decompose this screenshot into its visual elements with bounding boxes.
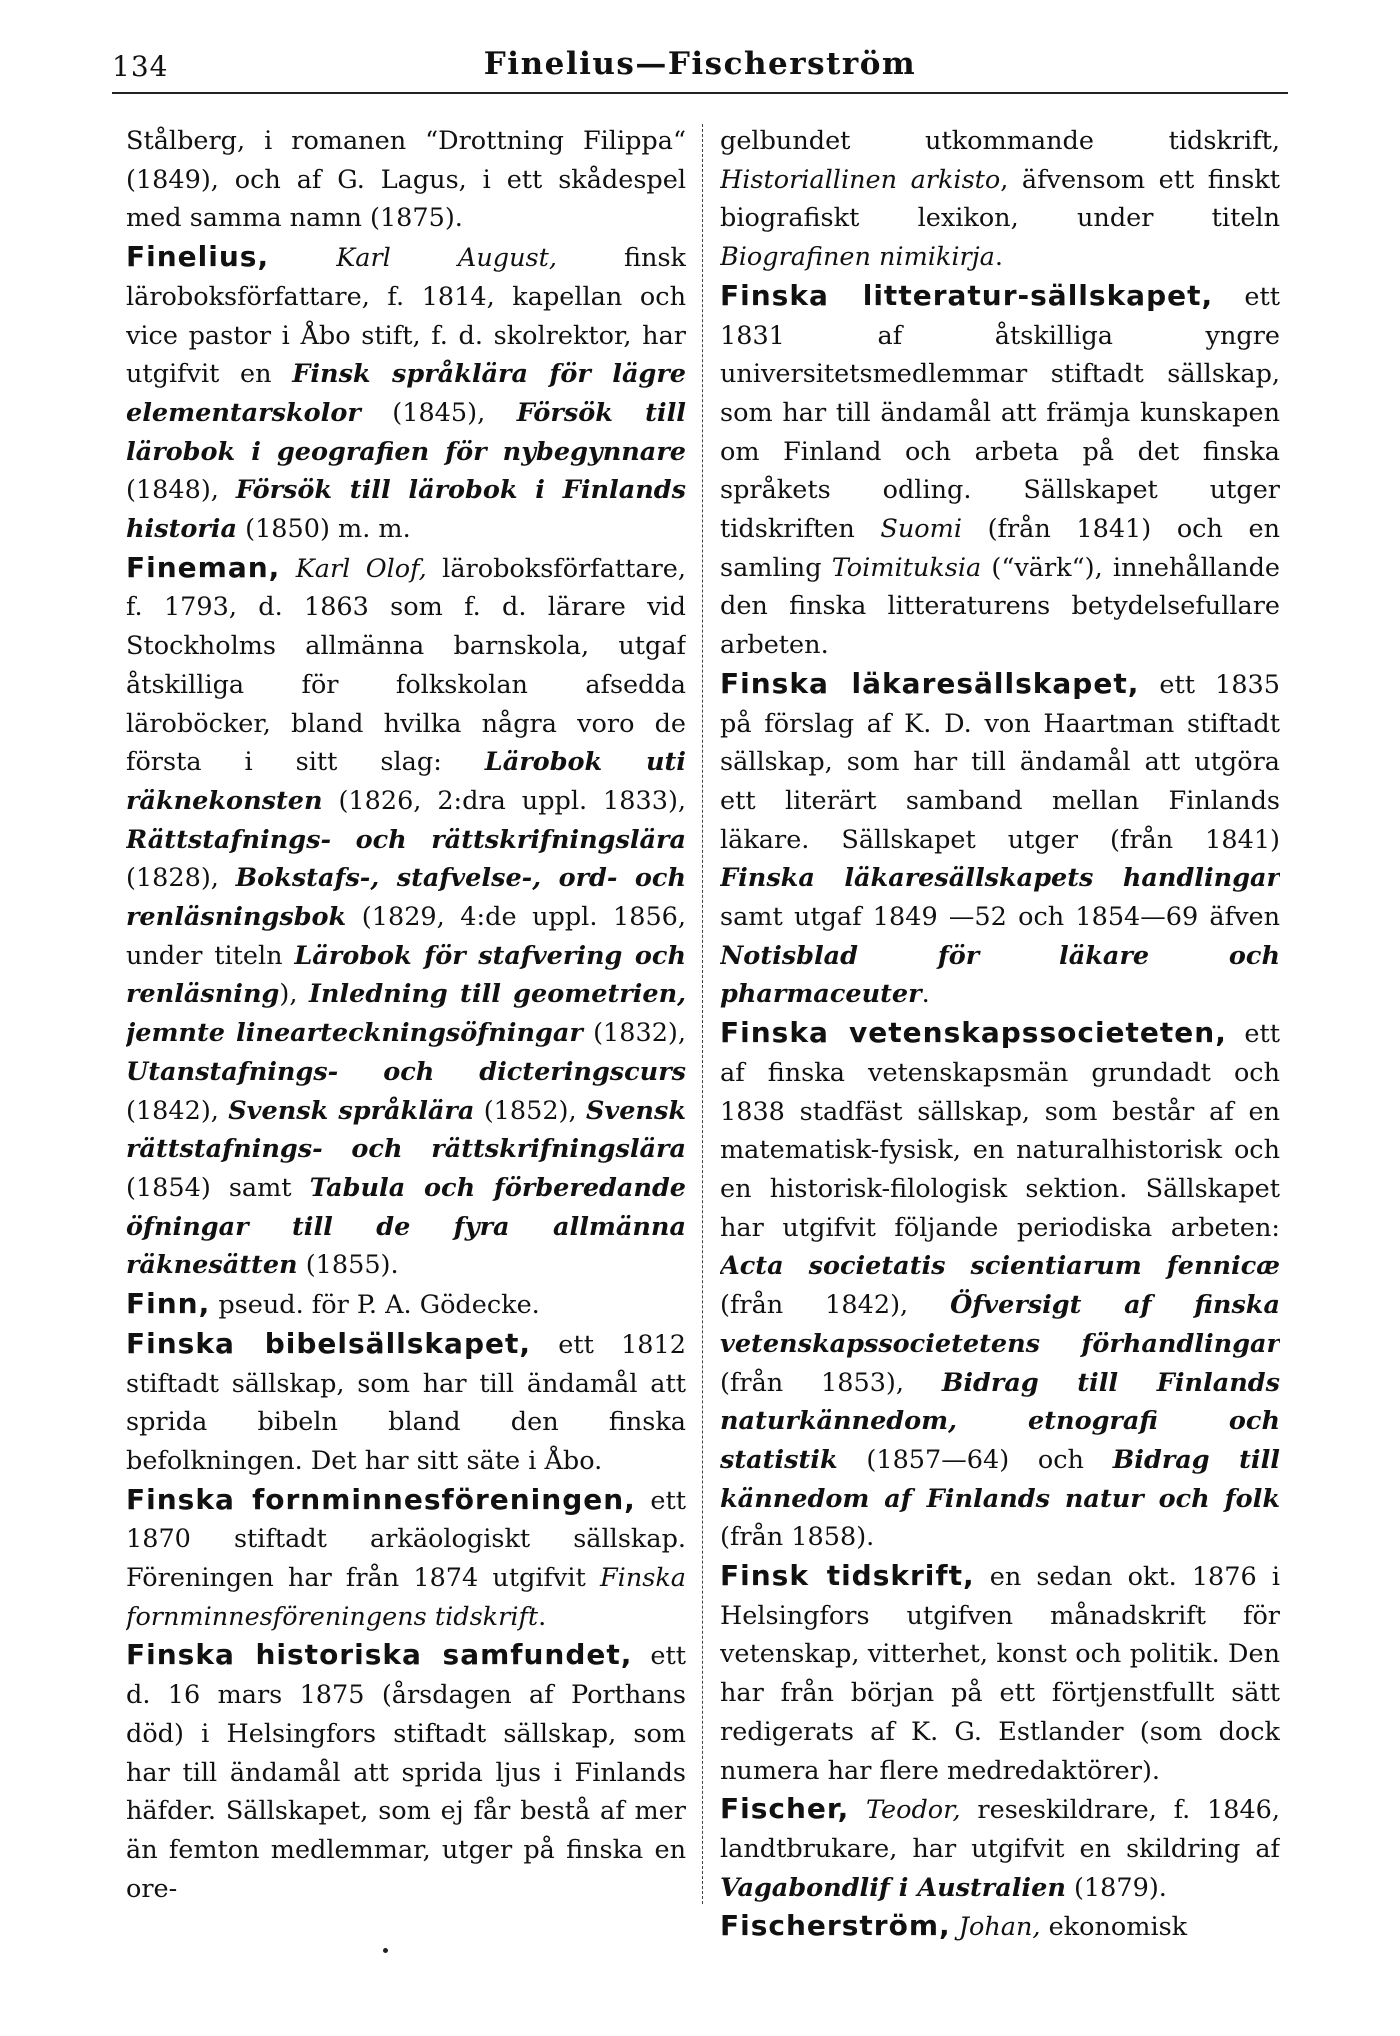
page-header (112, 42, 1288, 94)
work-title: Inledning till geometrien, jemnte linearteckningsöfningar (126, 979, 686, 1049)
entry-text: ett 1831 af åtskilliga yngre universitetsmedlemmar stiftadt sällskap, som har till ändamål att främja kunskapen om Finland och arbeta på det finska språkets odling. Sällskapet utger tidskriften (720, 281, 1280, 545)
work-title: Rättstafnings- och rättskrifningslära (126, 824, 686, 855)
continuation-paragraph: Stålberg, i romanen “Drottning Filippa“ (1849), och af G. Lagus, i ett skådespel med samma namn (1875). (126, 126, 686, 234)
entry-text: (från 1841) och en samling (720, 514, 1280, 583)
entry-text: . (921, 979, 930, 1010)
headword: Finska läkaresällskapet, (720, 666, 1140, 700)
entry-finn (126, 1285, 686, 1325)
column-divider (702, 124, 703, 1904)
entry-text: ett af finska vetenskapsmän grundadt och 1838 stadfäst sällskap, som består af en matematisk-fysisk, en naturalhistorisk och en historisk-filologisk sektion. Sällskapet har utgifvit följande periodiska arbeten: (720, 1019, 1280, 1243)
entry-text: (1832), (582, 1018, 686, 1049)
right-column (720, 122, 1280, 1982)
entry-text: ekonomisk (1040, 1912, 1188, 1943)
entry-fischerstrom (720, 1907, 1280, 1947)
work-title: Försök till lärobok i Finlands historia (126, 475, 686, 545)
entry-text: (1857—64) och (837, 1444, 1113, 1475)
entry-text: ett 1870 stiftadt arkäologiskt sällskap. Föreningen har från 1874 utgifvit (126, 1485, 686, 1594)
entry-text: (från 1858). (720, 1522, 875, 1553)
headword: Finska vetenskapssocieteten, (720, 1016, 1227, 1050)
entry-finska-lakaresallskapet (720, 665, 1280, 1014)
entry-text: ett 1835 på förslag af K. D. von Haartman stiftadt sällskap, som har till ändamål att utgöra ett literärt samband mellan Finlands läkare. Sällskapet utger (från 1841) (720, 669, 1280, 855)
entry-fischer (720, 1790, 1280, 1907)
entry-finska-vetenskapssocieteten (720, 1014, 1280, 1557)
work-title: Utanstafnings- och dicteringscurs (126, 1056, 686, 1087)
headword: Finska fornminnesföreningen, (126, 1482, 636, 1516)
work-title: Lärobok uti räknekonsten (126, 747, 686, 816)
person-name: Johan, (958, 1912, 1041, 1943)
entry-text: en sedan okt. 1876 i Helsingfors utgifven månadskrift för vetenskap, vitterhet, konst och politik. Den har från början på ett förtjenstfullt sätt redigerats af K. G. Estlander (som dock numera har flere medredaktörer). (720, 1562, 1280, 1786)
entry-text: (1848), (126, 475, 236, 506)
entry-text: reseskildrare, f. 1846, landtbrukare, har utgifvit en skildring af (720, 1795, 1280, 1864)
person-name: Karl August, (336, 243, 557, 274)
entry-text: finsk läroboksförfattare, f. 1814, kapellan och vice pastor i Åbo stift, f. d. skolrektor, har utgifvit en (126, 243, 686, 390)
running-head: Finelius—Fischerström (483, 46, 917, 82)
work-title: Svensk rättstafnings- och rättskrifningslära (126, 1095, 686, 1165)
work-title: Suomi (880, 514, 962, 545)
left-column (126, 122, 686, 1982)
entry-fineman (126, 549, 686, 1285)
person-name: Karl Olof, (295, 553, 427, 584)
work-title: Bidrag till kännedom af Finlands natur och folk (720, 1444, 1280, 1514)
work-title: Acta societatis scientiarum fennicæ (720, 1251, 1280, 1282)
entry-text: ett 1812 stiftadt sällskap, som har till ändamål att sprida bibeln bland den finska befolkningen. Det har sitt säte i Åbo. (126, 1329, 686, 1476)
work-title: Bidrag till Finlands naturkännedom, etnografi och statistik (720, 1367, 1280, 1475)
entry-text: (1845), (360, 397, 517, 428)
continuation-paragraph (720, 122, 1280, 277)
entry-finska-fornminnesforeningen (126, 1481, 686, 1637)
headword: Finska bibelsällskapet, (126, 1326, 531, 1360)
entry-finelius (126, 238, 686, 549)
work-title: Svensk språklära (228, 1095, 475, 1126)
entry-text: (1852), (474, 1095, 586, 1126)
work-title: Notisblad för läkare och pharmaceuter (720, 940, 1280, 1010)
entry-text: (1829, 4:de uppl. 1856, under titeln (126, 902, 686, 971)
entry-text: (1828), (126, 863, 236, 894)
headword: Fischerström, (720, 1909, 951, 1943)
entry-text: , äfvensom ett finskt biografiskt lexikon, under titeln (720, 164, 1280, 234)
entry-text: (1826, 2:dra uppl. 1833), (322, 785, 686, 816)
headword: Finska historiska samfundet, (126, 1638, 633, 1672)
entry-text: (från 1842), (720, 1290, 951, 1321)
work-title: Öfversigt af finska vetenskapssocietetens förhandlingar (720, 1290, 1280, 1359)
entry-finska-bibelsallskapet (126, 1325, 686, 1481)
entry-text: . (538, 1601, 547, 1632)
work-title: Lärobok för stafvering och renläsning (126, 940, 686, 1010)
work-title: Toimituksia (831, 552, 982, 583)
ink-speck (383, 1948, 388, 1953)
headword: Finn, (126, 1287, 211, 1321)
entry-text: (“värk“), innehållande den finska litteraturens betydelsefullare arbeten. (720, 552, 1280, 661)
headword: Finska litteratur-sällskapet, (720, 278, 1214, 312)
headword: Finsk tidskrift, (720, 1559, 975, 1593)
work-title: Tabula och förberedande öfningar till de fyra allmänna räknesätten (126, 1172, 686, 1281)
work-title: Finsk språklära för lägre elementarskolor (126, 359, 686, 428)
entry-text: gelbundet utkommande tidskrift, (720, 126, 1280, 156)
entry-text: (1879). (1065, 1872, 1167, 1903)
entry-text: (1842), (126, 1095, 229, 1126)
headword: Finelius, (126, 240, 270, 274)
work-title: Finska fornminnesföreningens tidskrift (126, 1563, 686, 1632)
entry-text: läroboksförfattare, f. 1793, d. 1863 som f. d. lärare vid Stockholms allmänna barnskola, utgaf åtskilliga för folkskolan afsedda läroböcker, bland hvilka några voro de första i sitt slag: (126, 553, 686, 778)
work-title: Försök till lärobok i geografien för nybegynnare (126, 397, 686, 467)
entry-text: pseud. för P. A. Gödecke. (210, 1290, 540, 1321)
header-rule (112, 92, 1288, 94)
entry-text: ett d. 16 mars 1875 (årsdagen af Porthans död) i Helsingfors stiftadt sällskap, som har till ändamål att sprida ljus i Finlands häfder. Sällskapet, som ej får bestå af mer än femton medlemmar, utger på finska en ore- (126, 1641, 686, 1904)
work-title: Vagabondlif i Australien (720, 1872, 1066, 1903)
headword: Fineman, (126, 550, 281, 584)
work-title: Biografinen nimikirja (720, 242, 995, 273)
entry-finsk-tidskrift (720, 1557, 1280, 1790)
entry-text: (från 1853), (720, 1367, 942, 1398)
entry-text: . (994, 242, 1003, 273)
entry-finska-litteratur-sallskapet (720, 277, 1280, 665)
entry-finska-historiska-samfundet (126, 1636, 686, 1908)
work-title: Historiallinen arkisto (720, 164, 1001, 195)
headword: Fischer, (720, 1792, 850, 1826)
entry-text: ), (279, 979, 309, 1010)
work-title: Bokstafs-, stafvelse-, ord- och renläsningsbok (126, 863, 686, 933)
page-number: 134 (112, 50, 169, 83)
entry-text: (1855). (297, 1250, 399, 1281)
entry-text: (1850) m. m. (237, 514, 411, 545)
entry-text: (1854) samt (126, 1172, 310, 1203)
person-name: Teodor, (866, 1795, 961, 1826)
entry-text: samt utgaf 1849 —52 och 1854—69 äfven (720, 902, 1280, 933)
work-title: Finska läkaresällskapets handlingar (720, 863, 1280, 894)
